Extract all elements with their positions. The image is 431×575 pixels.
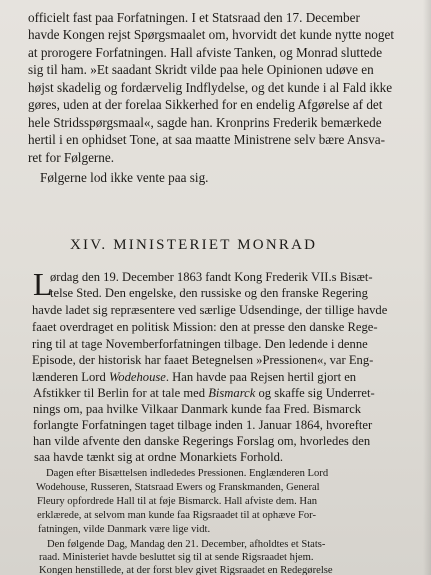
body-text: lænderen Lord [32, 370, 109, 384]
body-line: ring til at tage Novemberforfatningen tilbage. Den ledende i denne [32, 337, 368, 351]
small-line: Dagen efter Bisættelsen indlededes Pressionen. Englænderen Lord [46, 468, 329, 479]
body-line: telse Sted. Den engelske, den russiske og den franske Regering [50, 286, 368, 300]
body-text: . Han havde paa Rejsen hertil gjort en [165, 370, 357, 384]
body-line [33, 386, 375, 401]
text-line: hele Stridsspørgsmaal«, sagde han. Kronprins Frederik bemærkede [28, 115, 382, 130]
small-line: Fleury opfordrede Hall til at føje Bismarck. Hall afviste dem. Han [37, 496, 318, 507]
page-edge-shadow [423, 0, 431, 575]
text-line: ret for Følgerne. [28, 150, 115, 165]
body-line: havde ladet sig repræsentere ved særlige Udsendinge, der tillige havde [32, 303, 388, 317]
drop-cap: L [33, 266, 53, 302]
text-line: hertil i en ophidset Tone, at saa maatte Ministrene selv bære Ansva- [28, 132, 386, 147]
small-line: Den følgende Dag, Mandag den 21. December, afholdtes et Stats- [47, 539, 326, 550]
body-line [32, 370, 356, 385]
name-wodehouse: Wodehouse [108, 370, 166, 384]
body-text: og skaffe sig Underret- [255, 386, 375, 400]
text-line: sig til ham. »Et saadant Skridt vilde paa hele Opinionen udøve en [28, 62, 374, 77]
body-line: han vilde afvente den danske Regerings Forslag om, hvorledes den [33, 434, 371, 448]
small-line: raad. Ministeriet havde besluttet sig til at sende Rigsraadet hjem. [39, 552, 314, 563]
small-line: Wodehouse, Russeren, Statsraad Ewers og Franskmanden, General [36, 482, 320, 493]
small-line: erklærede, at selvom man kunde faa Rigsraadet til at ophæve For- [37, 510, 316, 521]
body-line: nings om, paa hvilke Vilkaar Danmark kunde faa Fred. Bismarck [33, 402, 362, 416]
text-line: havde Kongen rejst Spørgsmaalet om, hvorvidt det kunde nytte noget [28, 27, 395, 42]
body-line: ørdag den 19. December 1863 fandt Kong Frederik VII.s Bisæt- [50, 270, 373, 284]
body-line: forlangte Forfatningen taget tilbage inden 1. Januar 1864, hvorefter [33, 418, 373, 432]
body-line: Episode, der historisk har faaet Betegnelsen »Pressionen«, var Eng- [32, 353, 374, 367]
small-line: Kongen henstillede, at der forst blev givet Rigsraadet en Redegørelse [39, 565, 333, 575]
chapter-heading: XIV. MINISTERIET MONRAD [70, 237, 318, 253]
text-line: Følgerne lod ikke vente paa sig. [40, 170, 209, 185]
text-line: officielt fast paa Forfatningen. I et Statsraad den 17. December [28, 10, 360, 25]
text-line: at prorogere Forfatningen. Hall afviste Tanken, og Monrad sluttede [28, 45, 383, 60]
text-line: gøres, uden at der forelaa Sikkerhed for en endelig Afgørelse af det [28, 97, 383, 112]
body-text: Afstikker til Berlin for at tale med [33, 386, 209, 400]
body-line: faaet overdraget en politisk Mission: den at presse den danske Rege- [32, 320, 378, 334]
text-line: højst skadelig og fordærvelig Indflydelse, og det kunde i al Fald ikke [28, 80, 393, 95]
name-bismarck: Bismarck [208, 386, 256, 400]
body-line: saa havde tænkt sig at ordne Monarkiets Forhold. [34, 450, 284, 464]
small-line: fatningen, vilde Danmark være lige vidt. [38, 524, 211, 535]
